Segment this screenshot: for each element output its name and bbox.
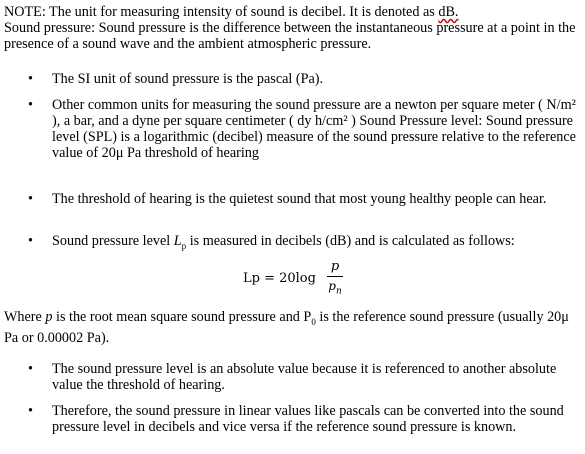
variable-subscript: p — [181, 240, 187, 251]
list-item-text: The threshold of hearing is the quietest sound that most young healthy people can hear. — [52, 191, 547, 207]
p0-subscript: 0 — [311, 316, 316, 327]
list-item — [28, 97, 582, 161]
sound-pressure-definition: Sound pressure: Sound pressure is the difference between the instantaneous pressure at a point in the presence of a sound wave and the ambient atmospheric pressure. — [4, 20, 576, 52]
formula-numerator: p — [330, 259, 340, 274]
list-item-text: Sound pressure level — [52, 233, 174, 249]
bullet-icon: • — [28, 403, 33, 419]
note-abbreviation: dB. — [438, 4, 459, 20]
bullet-icon: • — [28, 97, 33, 113]
formula-fraction — [327, 258, 343, 295]
fraction-bar — [327, 276, 343, 277]
list-item-text: The sound pressure level is an absolute value because it is referenced to another absolute value the threshold of hearing. — [52, 361, 557, 393]
bullet-icon: • — [28, 233, 33, 249]
list-item-text-after: is measured in decibels (dB) and is calculated as follows: — [186, 233, 515, 249]
list-item-text: Other common units for measuring the sound pressure are a newton per square meter ( N/m² ), a bar, and a dyne per square centimeter ( dy h/cm² ) Sound Pressure level: Sound pressure level (SPL) is a logarithmic (decibel) measure of the sound pressure relative to the reference value of 20μ Pa threshold of hearing — [52, 97, 576, 161]
list-item-text: The SI unit of sound pressure is the pascal (Pa). — [52, 71, 324, 87]
variable-p: p — [45, 309, 53, 325]
denominator-var: p — [328, 279, 336, 293]
bullet-icon: • — [28, 191, 33, 207]
where-text: Where — [4, 309, 46, 325]
list-item-text: Therefore, the sound pressure in linear values like pascals can be converted into the sound pressure level in decibels and vice versa if the reference sound pressure is known. — [52, 403, 564, 435]
formula-denominator — [327, 278, 343, 295]
list-item — [28, 361, 582, 393]
bullet-icon: • — [28, 71, 33, 87]
where-paragraph — [4, 309, 582, 346]
formula-lhs: Lp = 20log — [243, 271, 316, 286]
note-text: NOTE: The unit for measuring intensity of sound is decibel. It is denoted as — [4, 4, 439, 20]
where-text-end: is the reference sound pressure (usually 20μ Pa or 0.00002 Pa). — [4, 309, 569, 346]
denominator-subscript: n — [335, 286, 342, 297]
where-text-mid: is the root mean square sound pressure and P — [52, 309, 312, 325]
list-item — [28, 403, 582, 435]
variable-l: L — [173, 233, 182, 249]
list-item — [28, 233, 582, 254]
note-paragraph — [4, 4, 582, 52]
list-item — [28, 71, 582, 87]
list-item — [28, 191, 582, 207]
bullet-icon: • — [28, 361, 33, 377]
